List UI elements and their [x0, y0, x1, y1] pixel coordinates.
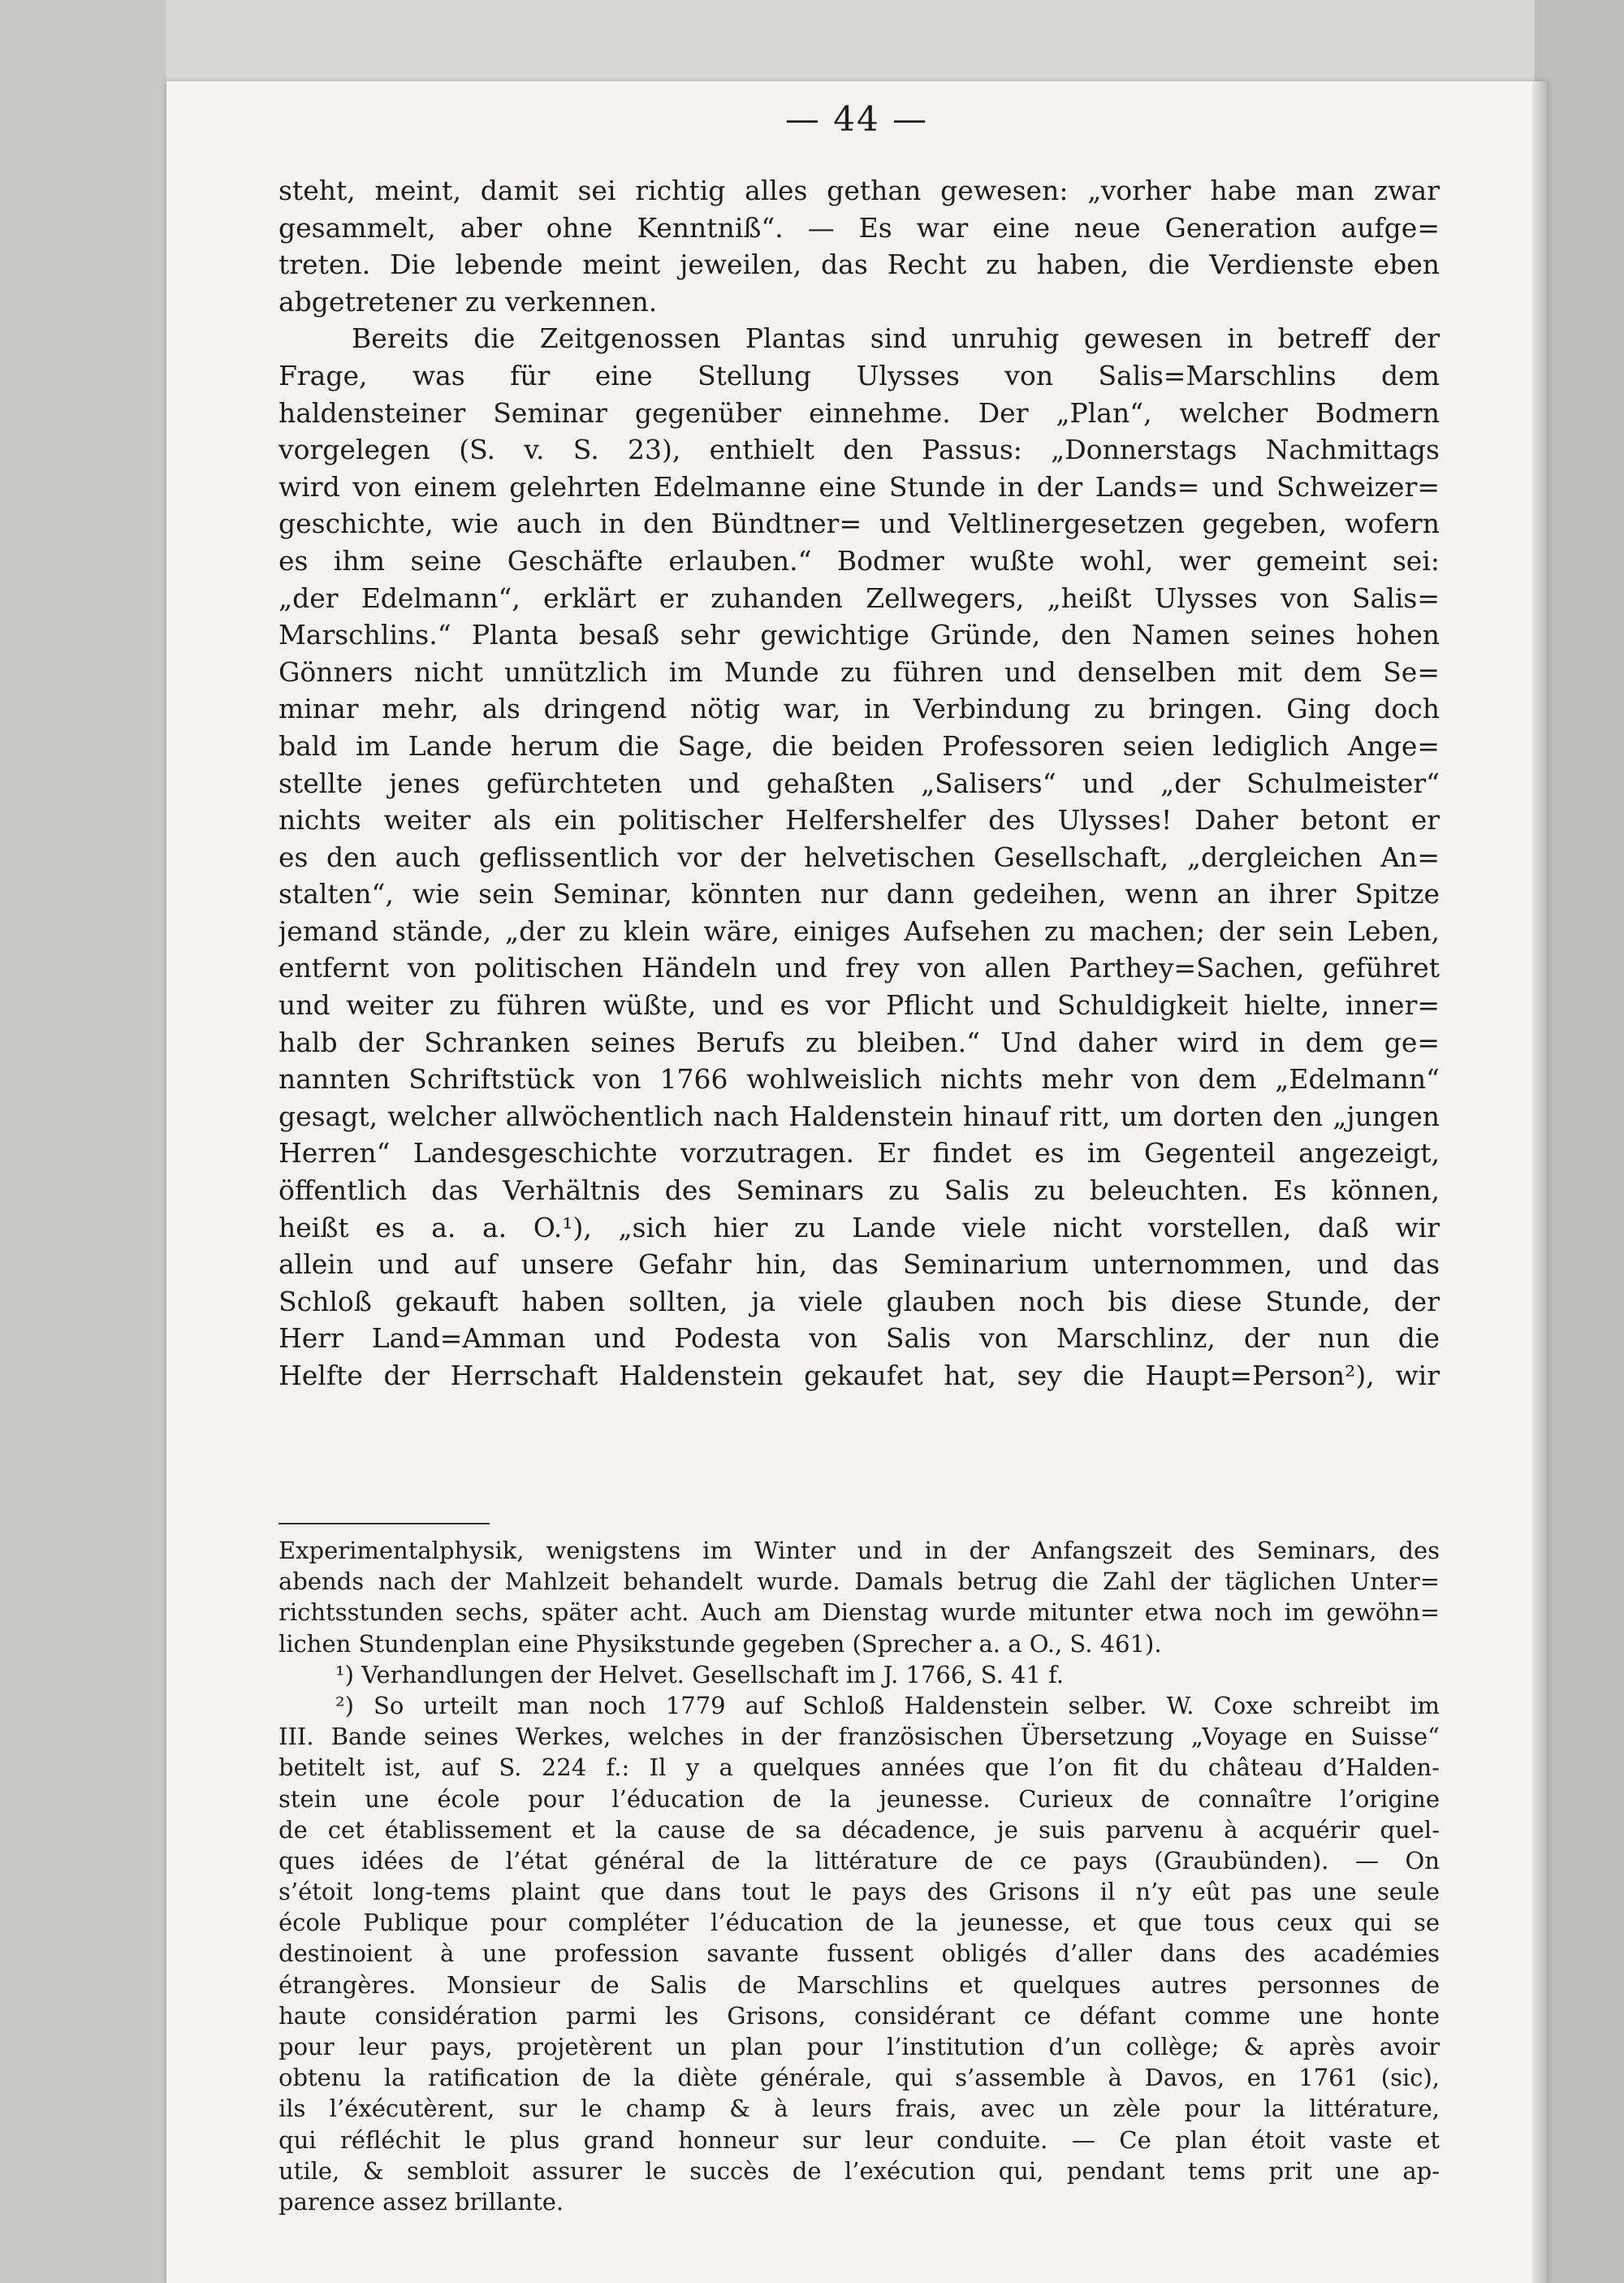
footnote-line: ques idées de l’état général de la littérature de ce pays (Graubünden). — On	[279, 1846, 1440, 1874]
main-text-block	[279, 172, 1440, 1394]
text-line: haldensteiner Seminar gegenüber einnehme. Der „Plan“, welcher Bodmern	[279, 396, 1440, 429]
text-line: „der Edelmann“, erklärt er zuhanden Zellwegers, „heißt Ulysses von Salis=	[279, 582, 1440, 614]
footnote-separator	[279, 1523, 490, 1524]
text-line: stalten“, wie sein Seminar, könnten nur dann gedeihen, wenn an ihrer Spitze	[279, 878, 1440, 910]
page-number: — 44 —	[784, 99, 929, 139]
text-line: heißt es a. a. O.¹), „sich hier zu Lande viele nicht vorstellen, daß wir	[279, 1211, 1440, 1243]
text-line: geschichte, wie auch in den Bündtner= und Veltlinergesetzen gegeben, wofern	[279, 508, 1440, 540]
book-page	[166, 81, 1547, 2283]
text-line: es ihm seine Geschäfte erlauben.“ Bodmer wußte wohl, wer gemeint sei:	[279, 544, 1440, 577]
text-line: nannten Schriftstück von 1766 wohlweislich nichts mehr von dem „Edelmann“	[279, 1063, 1440, 1096]
text-line: Herren“ Landesgeschichte vorzutragen. Er findet es im Gegenteil angezeigt,	[279, 1137, 1440, 1170]
text-line: steht, meint, damit sei richtig alles gethan gewesen: „vorher habe man zwar	[279, 175, 1440, 206]
text-line: gesagt, welcher allwöchentlich nach Haldenstein hinauf ritt, um dorten den „jungen	[279, 1100, 1440, 1132]
footnotes-block	[279, 1535, 1440, 2217]
text-line: Herr Land=Amman und Podesta von Salis von Marschlinz, der nun die	[279, 1322, 1440, 1355]
footnote-line: obtenu la ratification de la diète générale, qui s’assemble à Davos, en 1761 (sic),	[279, 2064, 1440, 2092]
footnote-line: lichen Stundenplan eine Physikstunde gegeben (Sprecher a. a O., S. 461).	[279, 1629, 1162, 1658]
text-line: stellte jenes gefürchteten und gehaßten „Salisers“ und „der Schulmeister“	[279, 767, 1440, 799]
text-line: allein und auf unsere Gefahr hin, das Seminarium unternommen, und das	[279, 1248, 1440, 1281]
text-line: halb der Schranken seines Berufs zu bleiben.“ Und daher wird in dem ge=	[279, 1026, 1440, 1058]
text-line: Marschlins.“ Planta besaß sehr gewichtige Gründe, den Namen seines hohen	[279, 619, 1440, 651]
text-line: abgetretener zu verkennen.	[279, 285, 658, 318]
footnote-line: destinoient à une profession savante fussent obligés d’aller dans des académies	[279, 1939, 1440, 1968]
text-line: Helfte der Herrschaft Haldenstein gekaufet hat, sey die Haupt=Person²), wir	[279, 1360, 1440, 1391]
text-line: treten. Die lebende meint jeweilen, das Recht zu haben, die Verdienste eben	[279, 249, 1440, 281]
footnote-line: richtsstunden sechs, später acht. Auch am Dienstag wurde mitunter etwa noch im gewöhn=	[279, 1598, 1440, 1627]
footnote-line: betitelt ist, auf S. 224 f.: Il y a quelques années que l’on fit du château d’Halden-	[279, 1753, 1440, 1782]
page-edge-shadow	[1532, 81, 1547, 2283]
text-line: es den auch geflissentlich vor der helvetischen Gesellschaft, „dergleichen An=	[279, 841, 1440, 873]
text-line: minar mehr, als dringend nötig war, in Verbindung zu bringen. Ging doch	[279, 693, 1440, 725]
text-line: vorgelegen (S. v. S. 23), enthielt den Passus: „Donnerstags Nachmittags	[279, 434, 1440, 466]
footnote-1: ¹) Verhandlungen der Helvet. Gesellschaft im J. 1766, S. 41 f.	[335, 1660, 1065, 1688]
text-line: wird von einem gelehrten Edelmanne eine Stunde in der Lands= und Schweizer=	[279, 470, 1440, 503]
footnote-line: III. Bande seines Werkes, welches in der französischen Übersetzung „Voyage en Suisse“	[279, 1723, 1440, 1751]
scan-background-right	[1535, 0, 1624, 2283]
footnote-line: haute considération parmi les Grisons, considérant ce défant comme une honte	[279, 2001, 1440, 2030]
footnote-line: stein une école pour l’éducation de la jeunesse. Curieux de connaître l’origine	[279, 1784, 1440, 1813]
footnote-line: de cet établissement et la cause de sa décadence, je suis parvenu à acquérir quel-	[279, 1815, 1440, 1844]
footnote-line: qui réfléchit le plus grand honneur sur leur conduite. — Ce plan étoit vaste et	[279, 2125, 1440, 2154]
text-line: entfernt von politischen Händeln und frey von allen Parthey=Sachen, geführet	[279, 952, 1440, 984]
text-line: jemand stände, „der zu klein wäre, einiges Aufsehen zu machen; der sein Leben,	[279, 914, 1440, 947]
footnote-line: utile, & sembloit assurer le succès de l’exécution qui, pendant tems prit une ap-	[279, 2156, 1440, 2185]
scan-background-left	[0, 0, 166, 2283]
text-line: Bereits die Zeitgenossen Plantas sind unruhig gewesen in betreff der	[352, 322, 1440, 355]
text-line: Schloß gekauft haben sollten, ja viele glauben noch bis diese Stunde, der	[279, 1285, 1440, 1317]
text-line: öffentlich das Verhältnis des Seminars zu Salis zu beleuchten. Es können,	[279, 1174, 1440, 1207]
footnote-line: école Publique pour compléter l’éducation de la jeunesse, et que tous ceux qui se	[279, 1909, 1440, 1937]
footnote-2: ²) So urteilt man noch 1779 auf Schloß Haldenstein selber. W. Coxe schreibt im	[335, 1691, 1440, 1719]
footnote-line: Experimentalphysik, wenigstens im Winter und in der Anfangszeit des Seminars, des	[279, 1537, 1440, 1564]
text-line: Gönners nicht unnützlich im Munde zu führen und denselben mit dem Se=	[279, 655, 1440, 688]
footnote-line: parence assez brillante.	[279, 2187, 564, 2216]
footnote-line: pour leur pays, projetèrent un plan pour l’institution d’un collège; & après avoir	[279, 2033, 1440, 2060]
text-line: bald im Lande herum die Sage, die beiden Professoren seien lediglich Ange=	[279, 729, 1440, 762]
text-line: Frage, was für eine Stellung Ulysses von Salis=Marschlins dem	[279, 359, 1440, 391]
footnote-line: s’étoit long-tems plaint que dans tout le pays des Grisons il n’y eût pas une seule	[279, 1878, 1440, 1906]
footnote-line: étrangères. Monsieur de Salis de Marschlins et quelques autres personnes de	[279, 1970, 1440, 1999]
text-line: und weiter zu führen wüßte, und es vor Pflicht und Schuldigkeit hielte, inner=	[279, 989, 1440, 1022]
text-line: gesammelt, aber ohne Kenntniß“. — Es war eine neue Generation aufge=	[279, 211, 1440, 244]
footnote-line: abends nach der Mahlzeit behandelt wurde. Damals betrug die Zahl der täglichen Unter=	[279, 1567, 1440, 1596]
text-line: nichts weiter als ein politischer Helfershelfer des Ulysses! Daher betont er	[279, 804, 1440, 837]
footnote-line: ils l’éxécutèrent, sur le champ & à leurs frais, avec un zèle pour la littérature,	[279, 2095, 1440, 2123]
